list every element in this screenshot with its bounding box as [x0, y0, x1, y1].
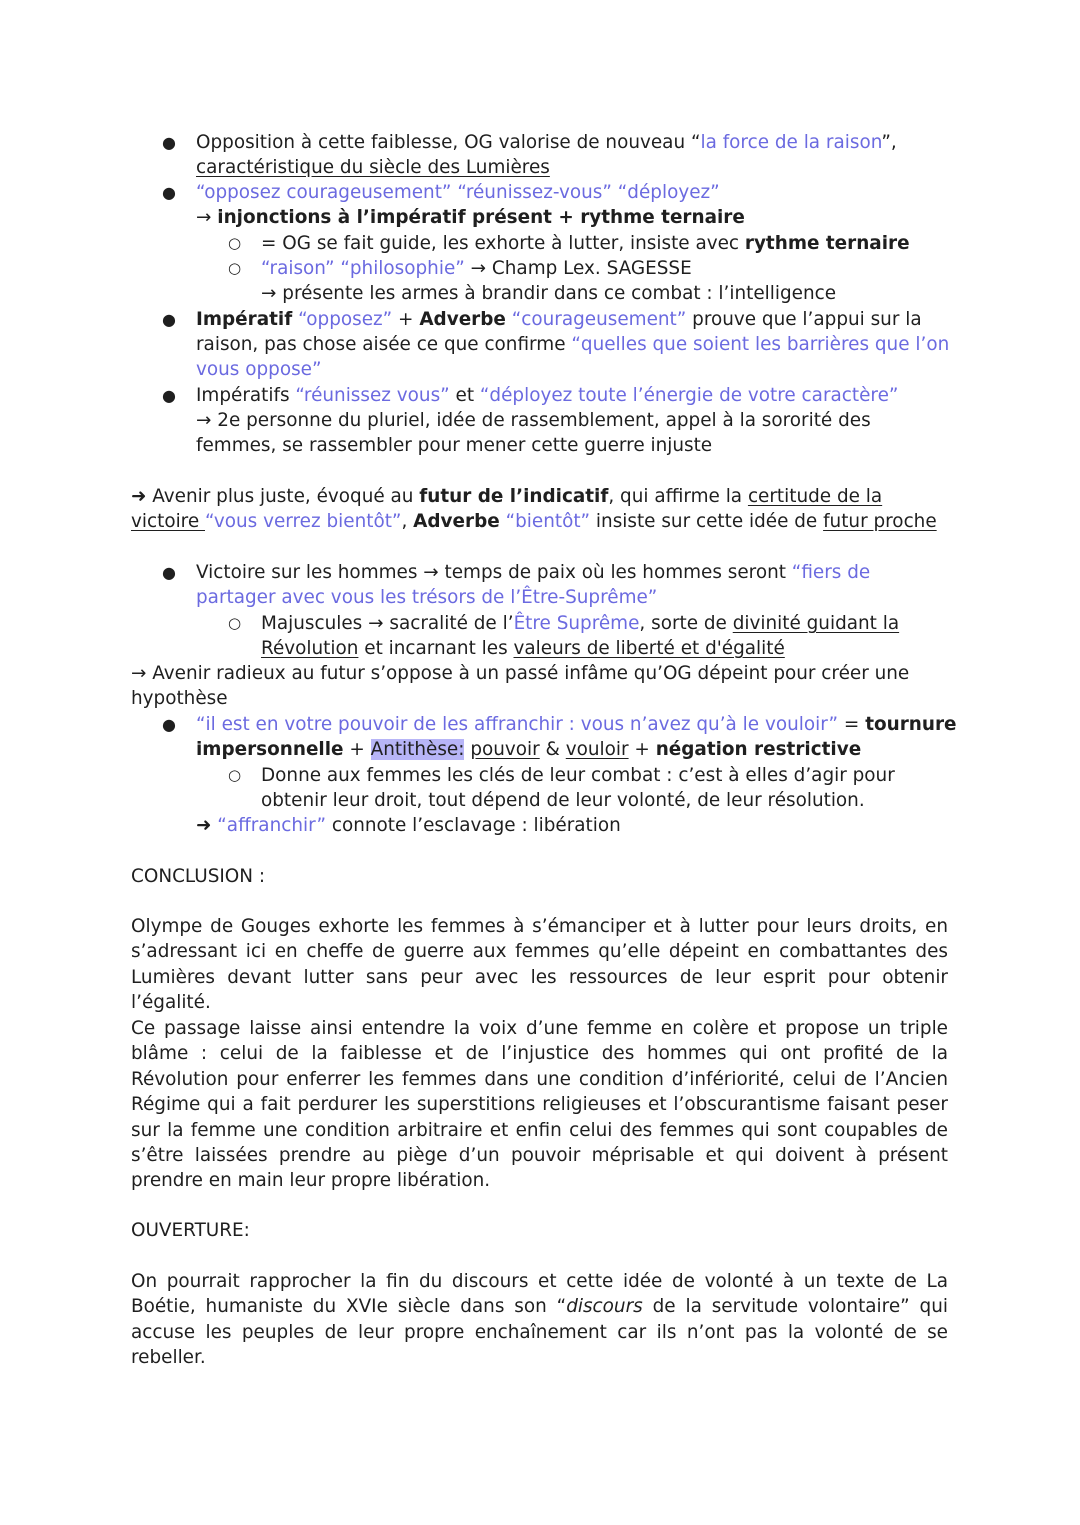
bullet: ● — [162, 563, 176, 582]
section-heading: OUVERTURE: — [131, 1220, 250, 1241]
bullet-line: raison, pas chose aisée ce que confirme “quelles que soient les barrières que l’on — [196, 334, 950, 355]
arrow-icon: → — [368, 613, 384, 634]
bullet-line: → 2e personne du pluriel, idée de rassemblement, appel à la sororité des — [196, 410, 871, 431]
sub-bullet-line: obtenir leur droit, tout dépend de leur volonté, de leur résolution. — [261, 790, 865, 811]
bullet: ● — [162, 715, 176, 734]
arrow-icon: → — [261, 283, 277, 304]
arrow-icon: ➜ — [196, 815, 212, 836]
bullet-line: Opposition à cette faiblesse, OG valorise de nouveau “la force de la raison”, — [196, 132, 897, 153]
sub-bullet: ○ — [228, 259, 242, 277]
sub-bullet-line: → présente les armes à brandir dans ce combat : l’intelligence — [261, 283, 837, 304]
paragraph-line: victoire “vous verrez bientôt”, Adverbe “bientôt” insiste sur cette idée de futur proche — [131, 511, 937, 532]
bullet-line: Victoire sur les hommes → temps de paix où les hommes seront “fiers de — [196, 562, 871, 583]
sub-bullet-line: = OG se fait guide, les exhorte à lutter, insiste avec rythme ternaire — [261, 233, 910, 254]
sub-bullet-line: Donne aux femmes les clés de leur combat : c’est à elles d’agir pour — [261, 765, 895, 786]
bullet-line: impersonnelle + Antithèse: pouvoir & vouloir + négation restrictive — [196, 739, 862, 760]
paragraph-line: → Avenir radieux au futur s’oppose à un passé infâme qu’OG dépeint pour créer une — [131, 663, 910, 684]
underlined-phrase: caractéristique du siècle des Lumières — [196, 157, 550, 178]
ouverture-paragraph: On pourrait rapprocher la fin du discours et cette idée de volonté à un texte de La Boétie, humaniste du XVIe siècle dans son “discours de la servitude volontaire” qui accuse les peuples de leur propre enchaînement car ils n’ont pas la volonté de se rebeller. — [131, 1271, 948, 1369]
arrow-icon: ➜ — [131, 486, 147, 507]
arrow-icon: → — [196, 410, 212, 431]
sub-bullet: ○ — [228, 766, 242, 784]
bullet: ● — [162, 386, 176, 405]
bullet-line: → injonctions à l’impératif présent + rythme ternaire — [196, 207, 745, 228]
bullet-line: ➜ “affranchir” connote l’esclavage : libération — [196, 815, 621, 836]
conclusion-paragraph: Ce passage laisse ainsi entendre la voix d’une femme en colère et propose un triple blâme : celui de la faiblesse et de l’injustice des hommes qui ont profité de la Révolution pour enferrer les femmes dans une condition d’infériorité, celui de l’Ancien Régime qui a fait perdurer les superstitions religieuses et l’obscurantisme faisant peser sur la femme une condition arbitraire et enfin celui des femmes qui sont coupables de s’être laissées prendre au piège d’un pouvoir méprisable et qui doivent à présent prendre en main leur propre libération. — [131, 1018, 948, 1192]
sub-bullet-line: Révolution et incarnant les valeurs de liberté et d'égalité — [261, 638, 785, 659]
sub-bullet-line: Majuscules → sacralité de l’Être Suprême, sorte de divinité guidant la — [261, 613, 900, 634]
bullet: ● — [162, 183, 176, 202]
bullet-line: femmes, se rassembler pour mener cette guerre injuste — [196, 435, 713, 456]
arrow-icon: → — [196, 207, 212, 228]
bullet-line: partager avec vous les trésors de l’Être-Suprême” — [196, 587, 658, 608]
highlighted-text: Antithèse: — [370, 739, 465, 760]
arrow-icon: → — [470, 258, 487, 279]
bullet-line: “il est en votre pouvoir de les affranchir : vous n’avez qu’à le vouloir” = tournure — [196, 714, 957, 735]
conclusion-paragraph: Olympe de Gouges exhorte les femmes à s’émanciper et à lutter pour leurs droits, en s’adressant ici en cheffe de guerre aux femmes qu’elle dépeint en combattantes des Lumières devant lutter sans peur avec les ressources de leur esprit pour obtenir l’égalité. — [131, 916, 948, 1014]
arrow-icon: → — [131, 663, 147, 684]
sub-bullet-line: “raison” “philosophie” → Champ Lex. SAGESSE — [261, 258, 692, 279]
sub-bullet: ○ — [228, 614, 242, 632]
paragraph-line: hypothèse — [131, 688, 228, 709]
paragraph-line: ➜ Avenir plus juste, évoqué au futur de l’indicatif, qui affirme la certitude de la — [131, 486, 883, 507]
sub-bullet: ○ — [228, 234, 242, 252]
bullet-line: Impératifs “réunissez vous” et “déployez toute l’énergie de votre caractère” — [196, 385, 899, 406]
arrow-icon: → — [423, 562, 439, 583]
section-heading: CONCLUSION : — [131, 866, 266, 887]
bullet-line: vous oppose” — [196, 359, 322, 380]
bullet-line: Impératif “opposez” + Adverbe “courageusement” prouve que l’appui sur la — [196, 309, 922, 330]
bullet: ● — [162, 310, 176, 329]
bullet-line: “opposez courageusement” “réunissez-vous” “déployez” — [196, 182, 720, 203]
bullet: ● — [162, 133, 176, 152]
